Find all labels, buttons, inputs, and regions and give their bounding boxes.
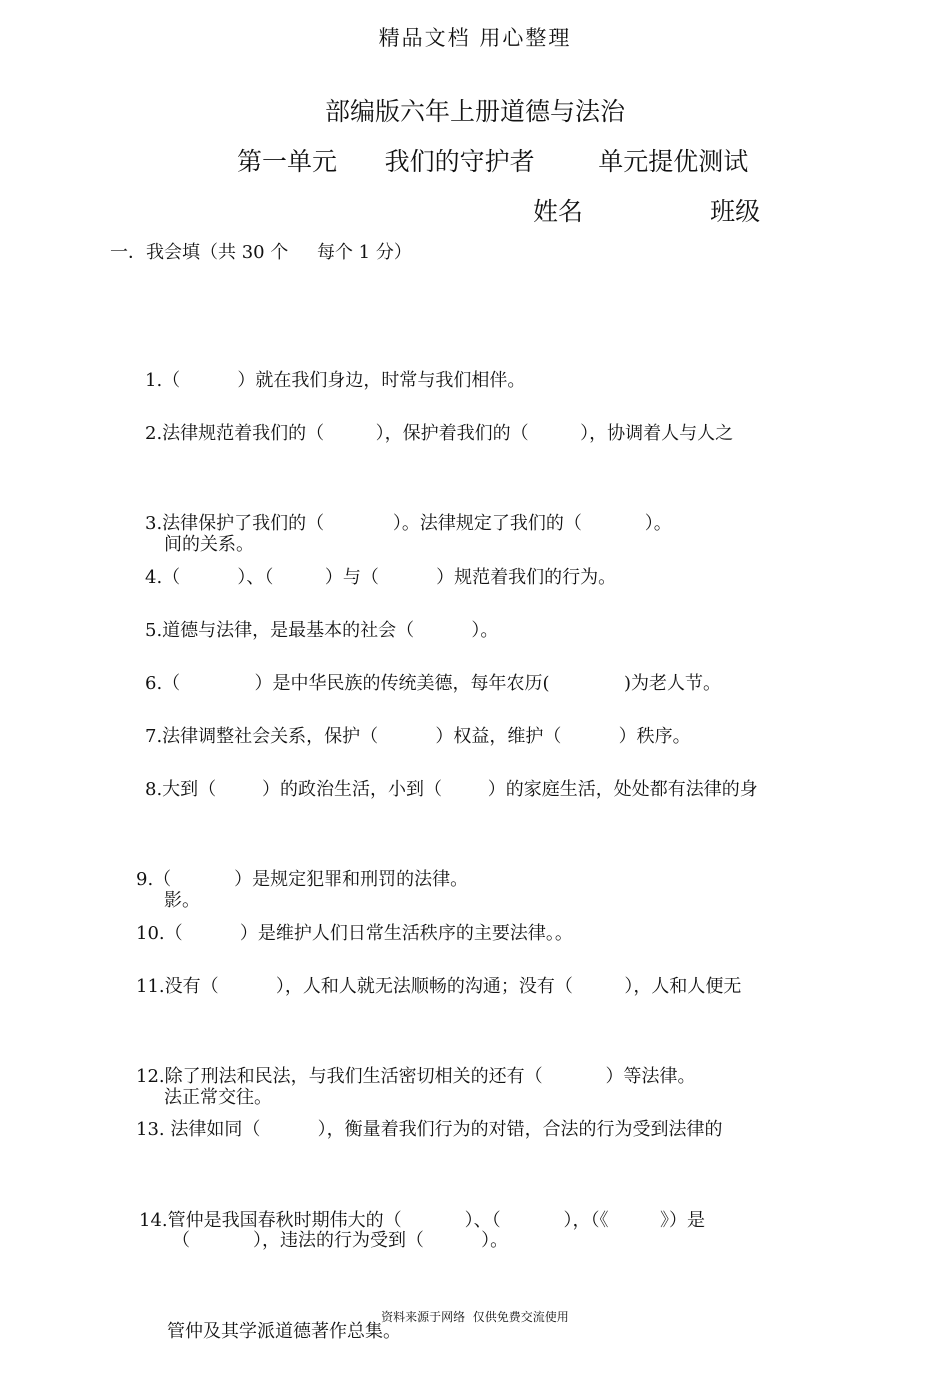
page-header: 精品文档 用心整理	[378, 26, 572, 50]
question-line: 3.法律保护了我们的（ ）。法律规定了我们的（ ）。	[145, 513, 672, 534]
question-line: 10.（ ）是维护人们日常生活秩序的主要法律。。	[136, 923, 573, 944]
question-14	[139, 1128, 705, 1387]
question-line-continuation: 管仲及其学派道德著作总集。	[167, 1321, 401, 1342]
question-line: 14.管仲是我国春秋时期伟大的（ ）、（ ），（《 》）是	[139, 1210, 705, 1231]
document-subtitle: 第一单元 我们的守护者 单元提优测试	[237, 147, 749, 176]
question-line-continuation: 影。	[164, 890, 200, 911]
question-line-continuation: 法正常交往。	[164, 1087, 272, 1108]
question-line-continuation: 间的关系。	[164, 534, 254, 555]
question-line: 7.法律调整社会关系，保护（ ）权益，维护（ ）秩序。	[145, 726, 691, 747]
question-line: 4.（ ）、（ ）与（ ）规范着我们的行为。	[145, 567, 617, 588]
question-line: 1.（ ）就在我们身边，时常与我们相伴。	[145, 370, 526, 391]
question-line-continuation: （ ），违法的行为受到（ ）。	[172, 1230, 509, 1251]
question-line: 5.道德与法律，是最基本的社会（ ）。	[145, 620, 499, 641]
question-line: 12.除了刑法和民法，与我们生活密切相关的还有（ ）等法律。	[136, 1066, 696, 1087]
question-line: 8.大到（ ）的政治生活，小到（ ）的家庭生活，处处都有法律的身	[145, 779, 758, 800]
document-title: 部编版六年上册道德与法治	[324, 97, 625, 126]
question-line: 11.没有（ ），人和人就无法顺畅的沟通；没有（ ），人和人便无	[136, 976, 742, 997]
section-heading: 一．我会填（共 30 个 每个 1 分）	[110, 242, 412, 263]
question-line: 9.（ ）是规定犯罪和刑罚的法律。	[136, 869, 469, 890]
page-footer: 资料来源于网络 仅供免费交流使用	[381, 1310, 569, 1324]
question-line: 13. 法律如同（ ），衡量着我们行为的对错，合法的行为受到法律的	[136, 1119, 723, 1140]
question-line: 2.法律规范着我们的（ ），保护着我们的（ ），协调着人与人之	[145, 423, 734, 444]
question-line: 6.（ ）是中华民族的传统美德，每年农历( )为老人节。	[145, 673, 721, 694]
name-class-row: 姓名 班级	[533, 197, 761, 226]
